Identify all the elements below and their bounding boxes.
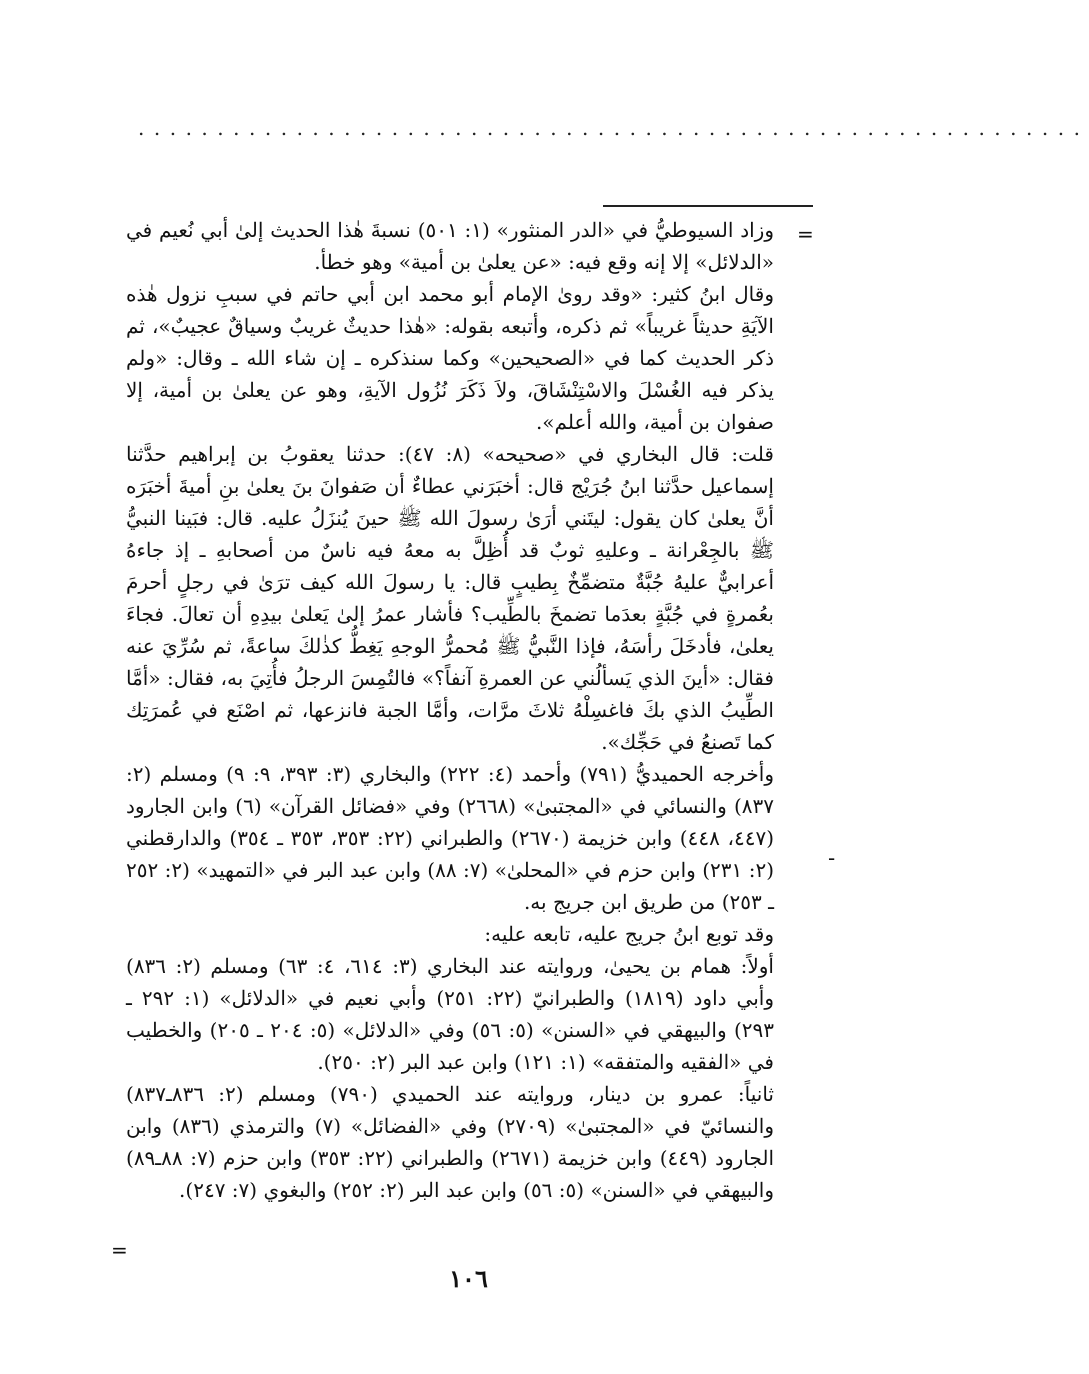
paragraph-second-mutabaa: ثانياً: عمرو بن دينار، وروايته عند الحميدي (٧٩٠) ومسلم (٢: ٨٣٦ـ٨٣٧) والنسائيّ في «المجتبىٰ» (٢٧٠٩) وفي «الفضائل» (٧) والترمذي (٨٣٦) وابن الجارود (٤٤٩) وابن خزيمة (٢٦٧١) والطبراني (٢٢: ٣٥٣) وابن حزم (٧: ٨٨ـ٨٩) والبيهقي في «السنن» (٥: ٥٦) وابن عبد البر (٢: ٢٥٢) والبغوي (٧: ٢٤٧). bbox=[126, 1082, 774, 1202]
paragraph-first-mutabaa: أولاً: همام بن يحيىٰ، وروايته عند البخاري (٣: ٦١٤، ٤: ٦٣) ومسلم (٢: ٨٣٦) وأبي داود (١٨١٩) والطبرانيّ (٢٢: ٢٥١) وأبي نعيم في «الدلائل» (١: ٢٩٢ ـ ٢٩٣) والبيهقي في «السنن» (٥: ٥٦) وفي «الدلائل» (٥: ٢٠٤ ـ ٢٠٥) والخطيب في «الفقيه والمتفقه» (١: ١٢١) وابن عبد البر (٢: ٢٥٠). bbox=[126, 954, 774, 1074]
header-dotted-line: ............................................................ bbox=[138, 116, 1089, 140]
page-number: ١٠٦ bbox=[449, 1264, 488, 1293]
paragraph-suyuti: وزاد السيوطيُّ في «الدر المنثور» (١: ٥٠١) نسبةَ هٰذا الحديث إلىٰ أبي نُعيم في «الدلائل» إلا إنه وقع فيه: «عن يعلىٰ بن أمية» وهو خطأ. bbox=[126, 218, 774, 274]
footnote-body bbox=[126, 214, 774, 1206]
paragraph-ibn-kathir: وقال ابنُ كثير: «وقد روىٰ الإمام أبو محمد ابن أبي حاتم في سببِ نزول هٰذه الآيَةِ حديثاً غريباً» ثم ذكره، وأتبعه بقوله: «هٰذا حديثٌ غريبٌ وسياقٌ عجيبٌ»، ثم ذكر الحديث كما في «الصحيحين» وكما سنذكره ـ إن شاء الله ـ وقال: «ولم يذكر فيه الغُسْلَ والاسْتِنْشَاقَ، ولاَ ذَكَرَ نُزُول الآيةِ، وهو عن يعلىٰ بن أمية، إلا صفوان بن أمية، والله أعلم». bbox=[126, 282, 774, 434]
paragraph-takhrij: وأخرجه الحميديُّ (٧٩١) وأحمد (٤: ٢٢٢) والبخاري (٣: ٣٩٣، ٩: ٩) ومسلم (٢: ٨٣٧) والنسائي في «المجتبىٰ» (٢٦٦٨) وفي «فضائل القرآن» (٦) وابن الجارود (٤٤٧، ٤٤٨) وابن خزيمة (٢٦٧٠) والطبراني (٢٢: ٣٥٣، ٣٥٣ ـ ٣٥٤) والدارقطني (٢: ٢٣١) وابن حزم في «المحلىٰ» (٧: ٨٨) وابن عبد البر في «التمهيد» (٢: ٢٥٢ ـ ٢٥٣) من طريق ابن جريج به. bbox=[126, 762, 775, 914]
paragraph-mutabaat-intro: وقد توبع ابنُ جريج عليه، تابعه عليه: bbox=[484, 922, 774, 946]
footnote-separator-rule bbox=[603, 205, 813, 207]
continuation-mark: = bbox=[797, 222, 814, 246]
continuation-end-mark: = bbox=[111, 1238, 128, 1262]
paragraph-bukhari-hadith: قلت: قال البخاري في «صحيحه» (٨: ٤٧): حدثنا يعقوبُ بن إبراهيم حدَّثنا إسماعيل حدَّثنا ابنُ جُرَيْج قال: أخبَرَني عطاءٌ أن صَفوانَ بنَ يعلىٰ بنِ أميةَ أخبَرَه أنَّ يعلىٰ كان يقول: ليتَني أرَىٰ رسولَ الله ﷺ حينَ يُنزَلُ عليه. قال: فبَينا النبيُّ ﷺ بالجِعْرانة ـ وعليهِ ثوبٌ قد أُظِلَّ به معهُ فيه ناسٌ من أصحابهِ ـ إذ جاءهُ أعرابيٌّ عليهُ جُبَّةٌ متضمِّخٌ بِطيبٍ قال: يا رسولَ الله كيف ترَىٰ في رجلٍ أحرمَ بعُمرةٍ في جُبَّةٍ بعدَما تضمخَ بالطِّيب؟ فأشار عمرُ إلىٰ يَعلىٰ بيدِهِ أن تعالَ. فجاءَ يعلىٰ، فأدخَلَ رأسَهُ، فإذا النَّبيُّ ﷺ مُحمرُّ الوجهِ يَغِطُّ كذٰلكَ ساعةً، ثم سُرِّيَ عنه فقال: «أينَ الذي يَسألُني عن العمرةِ آنفاً؟» فالتُمِسَ الرجلُ فأُتِيَ به، فقال: «أمَّا الطِّيبُ الذي بكَ فاغسِلْهُ ثلاثَ مرَّات، وأمَّا الجبة فانزعها، ثم اصْنَع في عُمرَتِك كما تَصنعُ في حَجِّك». bbox=[126, 442, 774, 754]
margin-mark: - bbox=[828, 846, 836, 870]
